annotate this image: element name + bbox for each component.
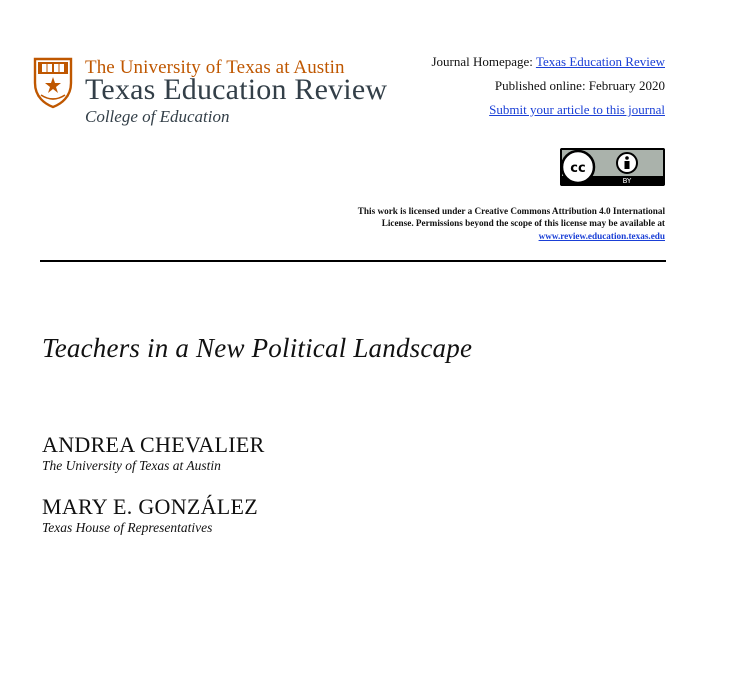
journal-logo xyxy=(33,55,413,135)
by-label: BY xyxy=(622,177,632,185)
university-name: The University of Texas at Austin xyxy=(85,57,345,78)
published-date: Published online: February 2020 xyxy=(494,78,665,93)
journal-info xyxy=(431,50,665,122)
author-affiliation: The University of Texas at Austin xyxy=(42,458,221,473)
cc-by-badge[interactable] xyxy=(560,148,665,186)
submit-article-link[interactable]: Submit your article to this journal xyxy=(489,102,665,117)
ut-seal-icon xyxy=(33,57,73,109)
article-title: Teachers in a New Political Landscape xyxy=(42,333,473,363)
author-name: ANDREA CHEVALIER xyxy=(42,432,265,457)
header-divider xyxy=(40,260,666,262)
homepage-prefix: Journal Homepage: xyxy=(431,54,536,69)
license-text: This work is licensed under a Creative Commons Attribution 4.0 International License. Permissions beyond the scope of this license may be available at xyxy=(357,206,665,229)
journal-name: Texas Education Review xyxy=(85,73,388,106)
author-name: MARY E. GONZÁLEZ xyxy=(42,494,259,519)
college-name: College of Education xyxy=(85,107,230,126)
license-statement xyxy=(345,205,665,242)
author-affiliation: Texas House of Representatives xyxy=(42,520,213,535)
author-block xyxy=(42,432,265,474)
author-block xyxy=(42,494,258,536)
license-site-link[interactable]: www.review.education.texas.edu xyxy=(538,230,665,241)
homepage-link[interactable]: Texas Education Review xyxy=(535,54,665,69)
cc-text: cc xyxy=(570,161,586,176)
homepage-line xyxy=(431,50,665,74)
